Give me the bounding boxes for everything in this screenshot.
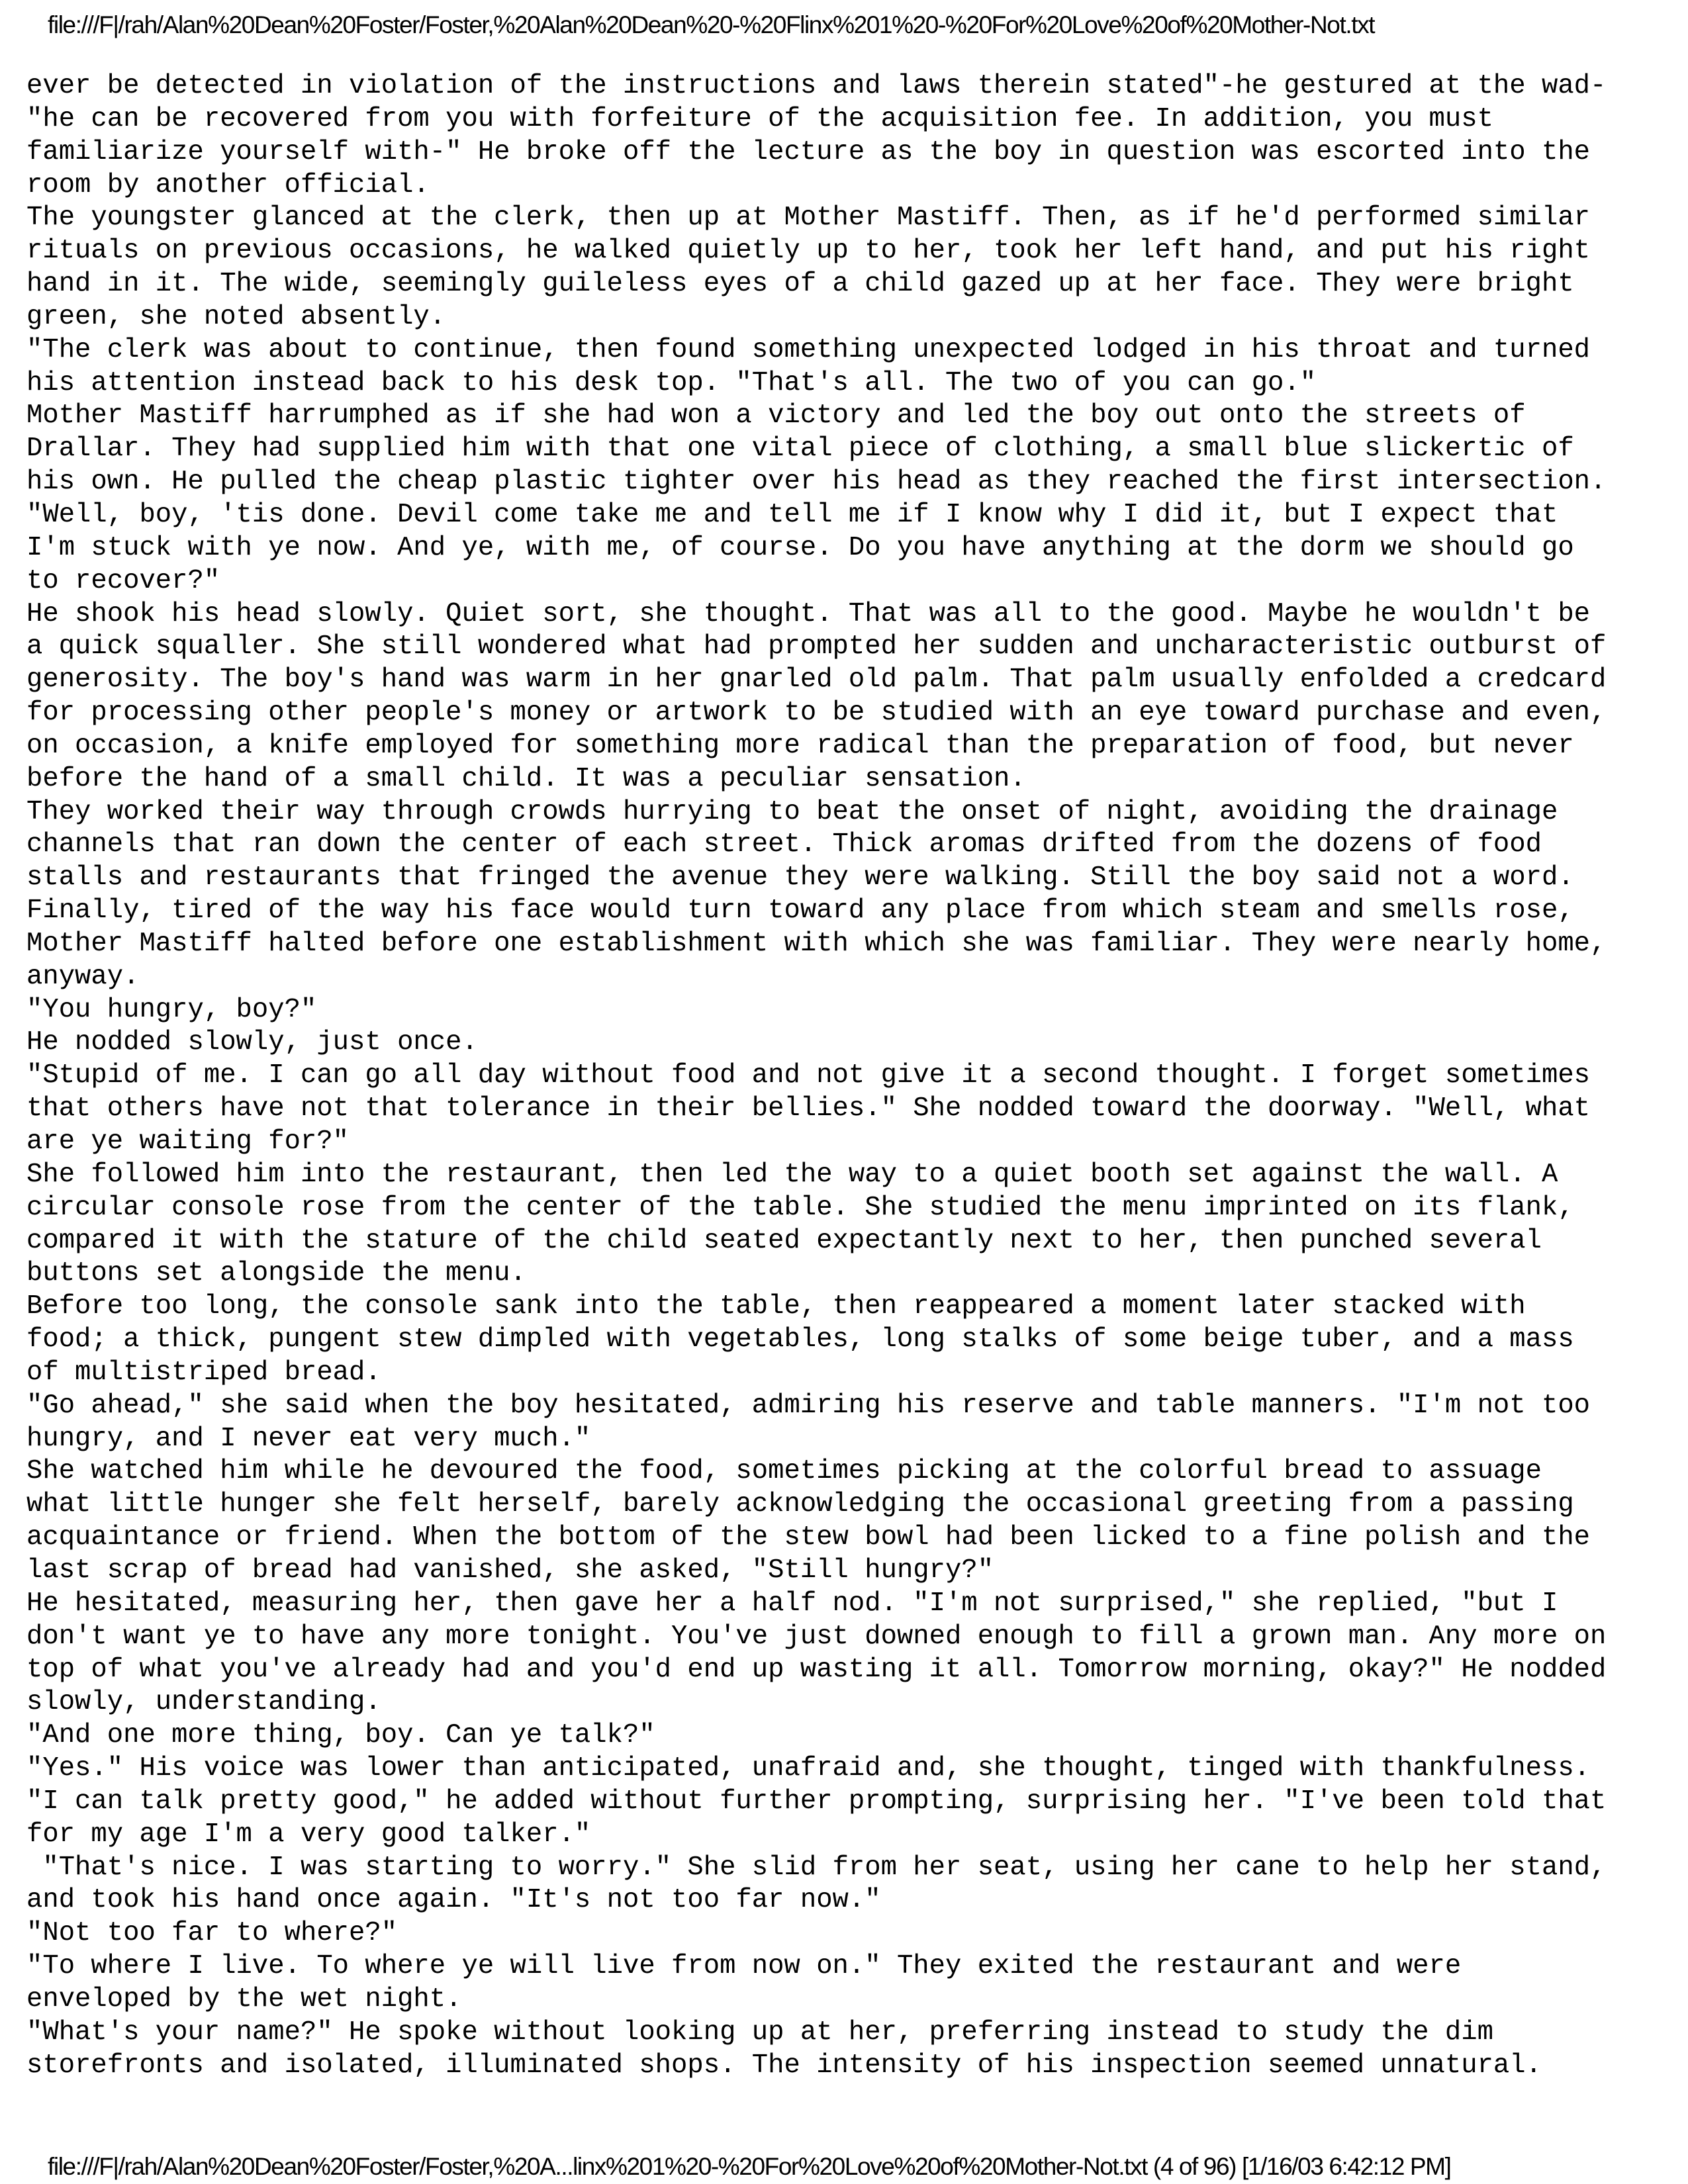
paragraph: The youngster glanced at the clerk, then up at Mother Mastiff. Then, as if he'd performed similar rituals on previous occasions, he walked quietly up to her, took her left hand, and put his right hand in it. The wide, seemingly guileless eyes of a child gazed up at her face. They were bright green, she noted absently. [26, 203, 1591, 332]
paragraph: "To where I live. To where ye will live from now on." They exited the restaurant and were enveloped by the wet night. [26, 1951, 1462, 2015]
paragraph: "That's nice. I was starting to worry." She slid from her seat, using her cane to help her stand, and took his hand once again. "It's not too far now." [26, 1852, 1607, 1916]
paragraph: "Go ahead," she said when the boy hesitated, admiring his reserve and table manners. "I'm not too hungry, and I never eat very much." [26, 1390, 1591, 1454]
paragraph: "The clerk was about to continue, then found something unexpected lodged in his throat and turned his attention instead back to his desk top. "That's all. The two of you can go." [26, 334, 1591, 398]
paragraph: He shook his head slowly. Quiet sort, she thought. That was all to the good. Maybe he wouldn't be a quick squaller. She still wondered what had prompted her sudden and uncharacteristic outburst of generosity. The boy's hand was warm in her gnarled old palm. That palm usually enfolded a credcard for processing other people's money or artwork to be studied with an eye toward purchase and even, on occasion, a knife employed for something more radical than the preparation of food, but never before the hand of a small child. It was a peculiar sensation. [26, 598, 1607, 794]
paragraph: Before too long, the console sank into the table, then reappeared a moment later stacked with food; a thick, pungent stew dimpled with vegetables, long stalks of some beige tuber, and a mass of multistriped bread. [26, 1291, 1574, 1388]
page-header-path: file:///F|/rah/Alan%20Dean%20Foster/Foster,%20Alan%20Dean%20-%20Flinx%201%20-%20For%20Love%20of%20Mother-Not.txt [48, 11, 1375, 38]
paragraph: ever be detected in violation of the instructions and laws therein stated"-he gestured at the wad- "he can be recovered from you with forfeiture of the acquisition fee. In addition, you must familiarize yourself with-" He broke off the lecture as the boy in question was escorted into the room by another official. [26, 71, 1607, 201]
paragraph: "You hungry, boy?" [26, 994, 317, 1025]
paragraph: They worked their way through crowds hurrying to beat the onset of night, avoiding the drainage channels that ran down the center of each street. Thick aromas drifted from the dozens of food stalls and restaurants that fringed the avenue they were walking. Still the boy said not a word. Finally, tired of the way his face would turn toward any place from which steam and smells rose, Mother Mastiff halted before one establishment with which she was familiar. They were nearly home, anyway. [26, 796, 1607, 992]
paragraph: He nodded slowly, just once. [26, 1027, 478, 1058]
paragraph: "Well, boy, 'tis done. Devil come take me and tell me if I know why I did it, but I expect that I'm stuck with ye now. And ye, with me, of course. Do you have anything at the dorm we should go to recover?" [26, 499, 1574, 596]
paragraph: "What's your name?" He spoke without looking up at her, preferring instead to study the dim storefronts and isolated, illuminated shops. The intensity of his inspection seemed unnatural. [26, 2017, 1542, 2081]
page-footer-path: file:///F|/rah/Alan%20Dean%20Foster/Foster,%20A...linx%201%20-%20For%20Love%20of%20Mother-Not.txt (4 of 96) [1/16/03 6:42:12 PM] [48, 2153, 1451, 2180]
paragraph: She followed him into the restaurant, then led the way to a quiet booth set against the wall. A circular console rose from the center of the table. She studied the menu imprinted on its flank, compared it with the stature of the child seated expectantly next to her, then punched several buttons set alongside the menu. [26, 1159, 1574, 1289]
paragraph: "Yes." His voice was lower than anticipated, unafraid and, she thought, tinged with thankfulness. "I can talk pretty good," he added without further prompting, surprising her. "I've been told that for my age I'm a very good talker." [26, 1753, 1607, 1850]
paragraph: She watched him while he devoured the food, sometimes picking at the colorful bread to assuage what little hunger she felt herself, barely acknowledging the occasional greeting from a passing acquaintance or friend. When the bottom of the stew bowl had been licked to a fine polish and the last scrap of bread had vanished, she asked, "Still hungry?" [26, 1456, 1591, 1586]
paragraph: "Not too far to where?" [26, 1918, 398, 1949]
paragraph: "And one more thing, boy. Can ye talk?" [26, 1720, 655, 1751]
document-body [26, 70, 1675, 2082]
paragraph: He hesitated, measuring her, then gave her a half nod. "I'm not surprised," she replied, "but I don't want ye to have any more tonight. You've just downed enough to fill a grown man. Any more on top of what you've already had and you'd end up wasting it all. Tomorrow morning, okay?" He nodded slowly, understanding. [26, 1588, 1607, 1718]
paragraph: "Stupid of me. I can go all day without food and not give it a second thought. I forget sometimes that others have not that tolerance in their bellies." She nodded toward the doorway. "Well, what are ye waiting for?" [26, 1060, 1591, 1157]
paragraph: Mother Mastiff harrumphed as if she had won a victory and led the boy out onto the streets of Drallar. They had supplied him with that one vital piece of clothing, a small blue slickertic of his own. He pulled the cheap plastic tighter over his head as they reached the first intersection. [26, 400, 1607, 498]
